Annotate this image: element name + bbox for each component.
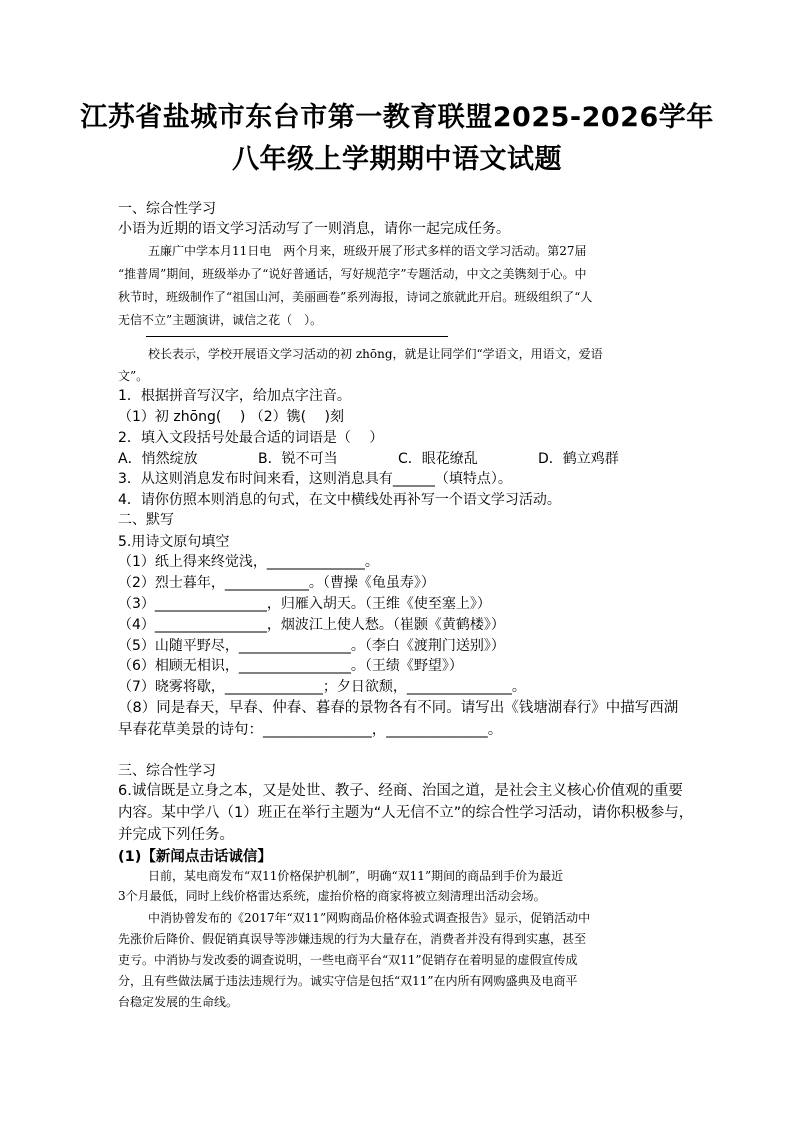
q2-option-d: D．鹤立鸡群	[538, 451, 619, 467]
doc-title-line1: 江苏省盐城市东台市第一教育联盟2025-2026学年	[80, 102, 714, 133]
dictation-item-8-line2: 早春花草美景的诗句：_______________，______________。	[118, 722, 503, 738]
news-tail-line-2: 文”。	[118, 369, 149, 383]
question-6-line3: 并完成下列任务。	[118, 827, 234, 843]
dictation-item-3: （3）________________，归雁入胡天。（王维《使至塞上》）	[118, 596, 491, 612]
section2-heading: 二、默写	[118, 512, 174, 528]
fill-in-blank-line	[146, 336, 448, 337]
news-para1-line1: 日前，某电商发布“双11价格保护机制”，明确“双11”期间的商品到手价为最近	[148, 869, 564, 883]
news-para1-line2: 3个月最低，同时上线价格雷达系统，虚抬价格的商家将被立刻清理出活动会场。	[118, 889, 546, 903]
question-6-line1: 6.诚信既是立身之本，又是处世、教子、经商、治国之道，是社会主义核心价值观的重要	[118, 783, 683, 799]
news-line-2: “推普周”期间，班级举办了“说好普通话，写好规范字”专题活动，中文之美镌刻于心。中	[118, 267, 587, 281]
question-1-items: （1）初 zhōng( ) （2）镌( )刻	[118, 409, 345, 425]
news-para2-line1: 中消协曾发布的《2017年“双11”网购商品价格体验式调查报告》显示，促销活动中	[148, 911, 591, 925]
news-tail-line-1: 校长表示，学校开展语文学习活动的初 zhōng，就是让同学们“学语文，用语文，爱语	[148, 347, 603, 361]
question-5: 5.用诗文原句填空	[118, 534, 230, 550]
question-2: 2．填入文段括号处最合适的词语是（ ）	[118, 430, 384, 446]
dictation-item-1: （1）纸上得来终觉浅，______________。	[118, 554, 379, 570]
dictation-item-4: （4）________________，烟波江上使人愁。（崔颢《黄鹤楼》）	[118, 617, 505, 633]
dictation-item-5: （5）山随平野尽，________________。（李白《渡荆门送别》）	[118, 638, 505, 654]
q2-option-c: C．眼花缭乱	[398, 451, 478, 467]
dictation-item-7: （7）晓雾将歇，______________；夕日欲颓，_______________。	[118, 679, 526, 695]
news-line-3: 秋节时，班级制作了“祖国山河，美丽画卷”系列海报，诗词之旅就此开启。班级组织了“人	[118, 290, 593, 304]
dictation-item-6: （6）相顾无相识，________________。（王绩《野望》）	[118, 658, 463, 674]
news-para2-line2: 先涨价后降价、假促销真误导等涉嫌违规的行为大量存在，消费者并没有得到实惠，甚至	[118, 932, 587, 946]
question-1: 1．根据拼音写汉字，给加点字注音。	[118, 388, 351, 404]
news-para2-line4: 分，且有些做法属于违法违规行为。诚实守信是包括“双11”在内所有网购盛典及电商平	[118, 974, 578, 988]
news-para2-line3: 吏亏。中消协与发改委的调查说明，一些电商平台“双11”促销存在着明显的虚假宣传成	[118, 953, 578, 967]
dictation-item-8-line1: （8）同是春天，早春、仲春、暮春的景物各有不同。请写出《钱塘湖春行》中描写西湖	[118, 700, 679, 716]
news-para2-line5: 台稳定发展的生命线。	[118, 995, 239, 1009]
question-4: 4．请你仿照本则消息的句式，在文中横线处再补写一个语文学习活动。	[118, 492, 561, 508]
doc-title-line2: 八年级上学期期中语文试题	[232, 144, 562, 175]
sub-question-1-heading: (1)【新闻点击话诚信】	[118, 849, 272, 865]
news-line-4: 无信不立”主题演讲，诚信之花（ ）。	[118, 313, 323, 327]
section1-intro: 小语为近期的语文学习活动写了一则消息，请你一起完成任务。	[118, 221, 510, 237]
dictation-item-2: （2）烈士暮年，____________。（曹操《龟虽寿》）	[118, 575, 435, 591]
question-3: 3．从这则消息发布时间来看，这则消息具有______（填特点）。	[118, 471, 512, 487]
q2-option-b: B．锐不可当	[258, 451, 338, 467]
section1-heading: 一、综合性学习	[118, 201, 216, 217]
q2-option-a: A．悄然绽放	[118, 451, 198, 467]
section3-heading: 三、综合性学习	[118, 763, 216, 779]
news-line-1: 五廉广中学本月11日电 两个月来，班级开展了形式多样的语文学习活动。第27届	[148, 244, 587, 258]
question-6-line2: 内容。某中学八（1）班正在举行主题为“人无信不立”的综合性学习活动，请你积极参与，	[118, 805, 694, 821]
